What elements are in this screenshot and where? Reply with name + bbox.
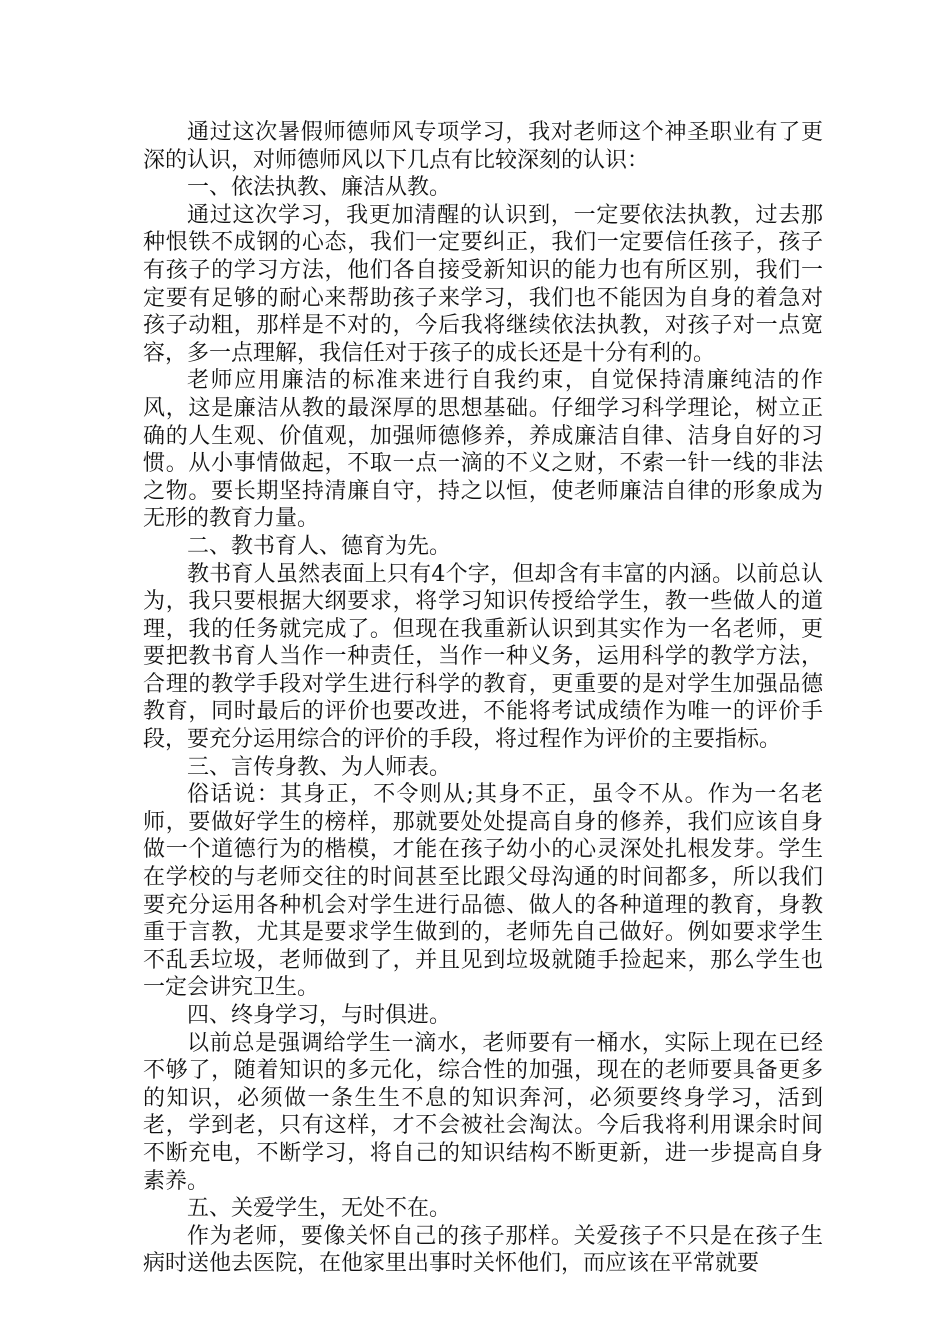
section-1-paragraph-2: 老师应用廉洁的标准来进行自我约束，自觉保持清廉纯洁的作风，这是廉洁从教的最深厚的思想基础。仔细学习科学理论，树立正确的人生观、价值观，加强师德修养，养成廉洁自律、洁身自好的习惯。从小事情做起，不取一点一滴的不义之财，不索一针一线的非法之物。要长期坚持清廉自守，持之以恒，使老师廉洁自律的形象成为无形的教育力量。 [143, 368, 823, 532]
section-heading-3: 三、言传身教、为人师表。 [187, 754, 452, 780]
section-2-paragraph: 教书育人虽然表面上只有4个字，但却含有丰富的内涵。以前总认为，我只要根据大纲要求，将学习知识传授给学生，教一些做人的道理，我的任务就完成了。但现在我重新认识到其实作为一名老师，更要把教书育人当作一种责任，当作一种义务，运用科学的教学方法，合理的教学手段对学生进行科学的教育，更重要的是对学生加强品德教育，同时最后的评价也要改进，不能将考试成绩作为唯一的评价手段，要充分运用综合的评价的手段，将过程作为评价的主要指标。 [143, 561, 823, 753]
section-heading-1: 一、依法执教、廉洁从教。 [187, 175, 452, 201]
section-5-paragraph: 作为老师，要像关怀自己的孩子那样。关爱孩子不只是在孩子生病时送他去医院，在他家里出事时关怀他们，而应该在平常就要 [143, 1223, 823, 1277]
section-3-paragraph: 俗话说：其身正，不令则从;其身不正，虽令不从。作为一名老师，要做好学生的榜样，那就要处处提高自身的修养，我们应该自身做一个道德行为的楷模，才能在孩子幼小的心灵深处扎根发芽。学生在学校的与老师交往的时间甚至比跟父母沟通的时间都多，所以我们要充分运用各种机会对学生进行品德、做人的各种道理的教育，身教重于言教，尤其是要求学生做到的，老师先自己做好。例如要求学生不乱丢垃圾，老师做到了，并且见到垃圾就随手捡起来，那么学生也一定会讲究卫生。 [143, 782, 823, 1001]
section-heading-4: 四、终身学习，与时俱进。 [187, 1003, 452, 1028]
section-4-paragraph: 以前总是强调给学生一滴水，老师要有一桶水，实际上现在已经不够了，随着知识的多元化，综合性的加强，现在的老师要具备更多的知识，必须做一条生生不息的知识奔河，必须要终身学习，活到老，学到老，只有这样，才不会被社会淘汰。今后我将利用课余时间不断充电，不断学习，将自己的知识结构不断更新，进一步提高自身素养。 [143, 1030, 823, 1194]
section-heading-2: 二、教书育人、德育为先。 [187, 533, 452, 559]
intro-paragraph: 通过这次暑假师德师风专项学习，我对老师这个神圣职业有了更深的认识，对师德师风以下几点有比较深刻的认识： [143, 120, 823, 173]
section-heading-5: 五、关爱学生，无处不在。 [187, 1196, 452, 1222]
document-body [143, 119, 823, 1278]
section-1-paragraph-1: 通过这次学习，我更加清醒的认识到，一定要依法执教，过去那种恨铁不成钢的心态，我们一定要纠正，我们一定要信任孩子，孩子有孩子的学习方法，他们各自接受新知识的能力也有所区别，我们一定要有足够的耐心来帮助孩子来学习，我们也不能因为自身的着急对孩子动粗，那样是不对的，今后我将继续依法执教，对孩子对一点宽容，多一点理解，我信任对于孩子的成长还是十分有利的。 [143, 202, 823, 366]
